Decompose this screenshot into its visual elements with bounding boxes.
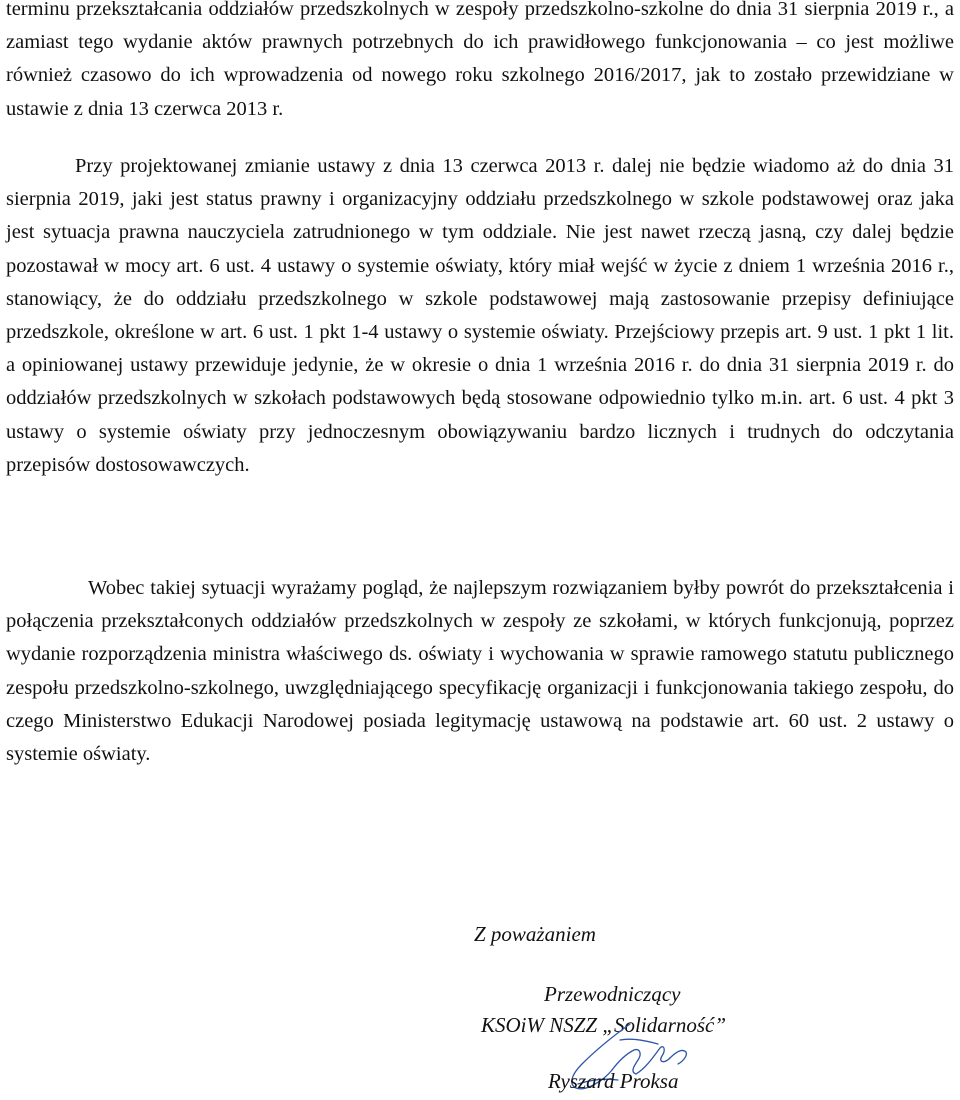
closing-salutation: Z poważaniem	[474, 922, 596, 946]
paragraph-1: terminu przekształcania oddziałów przedszkolnych w zespoły przedszkolno-szkolne do dnia 31 sierpnia 2019 r., a zamiast tego wydanie aktów prawnych potrzebnych do ich prawidłowego funkcjonowania – co jest możliwe również czasowo do ich wprowadzenia od nowego roku szkolnego 2016/2017, jak to zostało przewidziane w ustawie z dnia 13 czerwca 2013 r.	[6, 0, 954, 120]
signatory-name: Ryszard Proksa	[548, 1069, 679, 1093]
signatory-organization: KSOiW NSZZ „Solidarność”	[481, 1013, 727, 1037]
paragraph-2: Przy projektowanej zmianie ustawy z dnia 13 czerwca 2013 r. dalej nie będzie wiadomo aż do dnia 31 sierpnia 2019, jaki jest status prawny i organizacyjny oddziału przedszkolnego w szkole podstawowej oraz jaka jest sytuacja prawna nauczyciela zatrudnionego w tym oddziale. Nie jest nawet rzeczą jasną, czy dalej będzie pozostawał w mocy art. 6 ust. 4 ustawy o systemie oświaty, który miał wejść w życie z dniem 1 września 2016 r., stanowiący, że do oddziału przedszkolnego w szkole podstawowej mają zastosowanie przepisy definiujące przedszkole, określone w art. 6 ust. 1 pkt 1-4 ustawy o systemie oświaty. Przejściowy przepis art. 9 ust. 1 pkt 1 lit. a opiniowanej ustawy przewiduje jedynie, że w okresie o dnia 1 września 2016 r. do dnia 31 sierpnia 2019 r. do oddziałów przedszkolnych w szkołach podstawowych będą stosowane odpowiednio tylko m.in. art. 6 ust. 4 pkt 3 ustawy o systemie oświaty przy jednoczesnym obowiązywaniu bardzo licznych i trudnych do odczytania przepisów dostosowawczych.	[6, 155, 954, 476]
signatory-position: Przewodniczący	[544, 982, 681, 1006]
paragraph-3: Wobec takiej sytuacji wyrażamy pogląd, że najlepszym rozwiązaniem byłby powrót do przekształcenia i połączenia przekształconych oddziałów przedszkolnych w zespoły ze szkołami, w których funkcjonują, poprzez wydanie rozporządzenia ministra właściwego ds. oświaty i wychowania w sprawie ramowego statutu publicznego zespołu przedszkolno-szkolnego, uwzględniającego specyfikację organizacji i funkcjonowania takiego zespołu, do czego Ministerstwo Edukacji Narodowej posiada legitymację ustawową na podstawie art. 60 ust. 2 ustawy o systemie oświaty.	[6, 577, 954, 766]
